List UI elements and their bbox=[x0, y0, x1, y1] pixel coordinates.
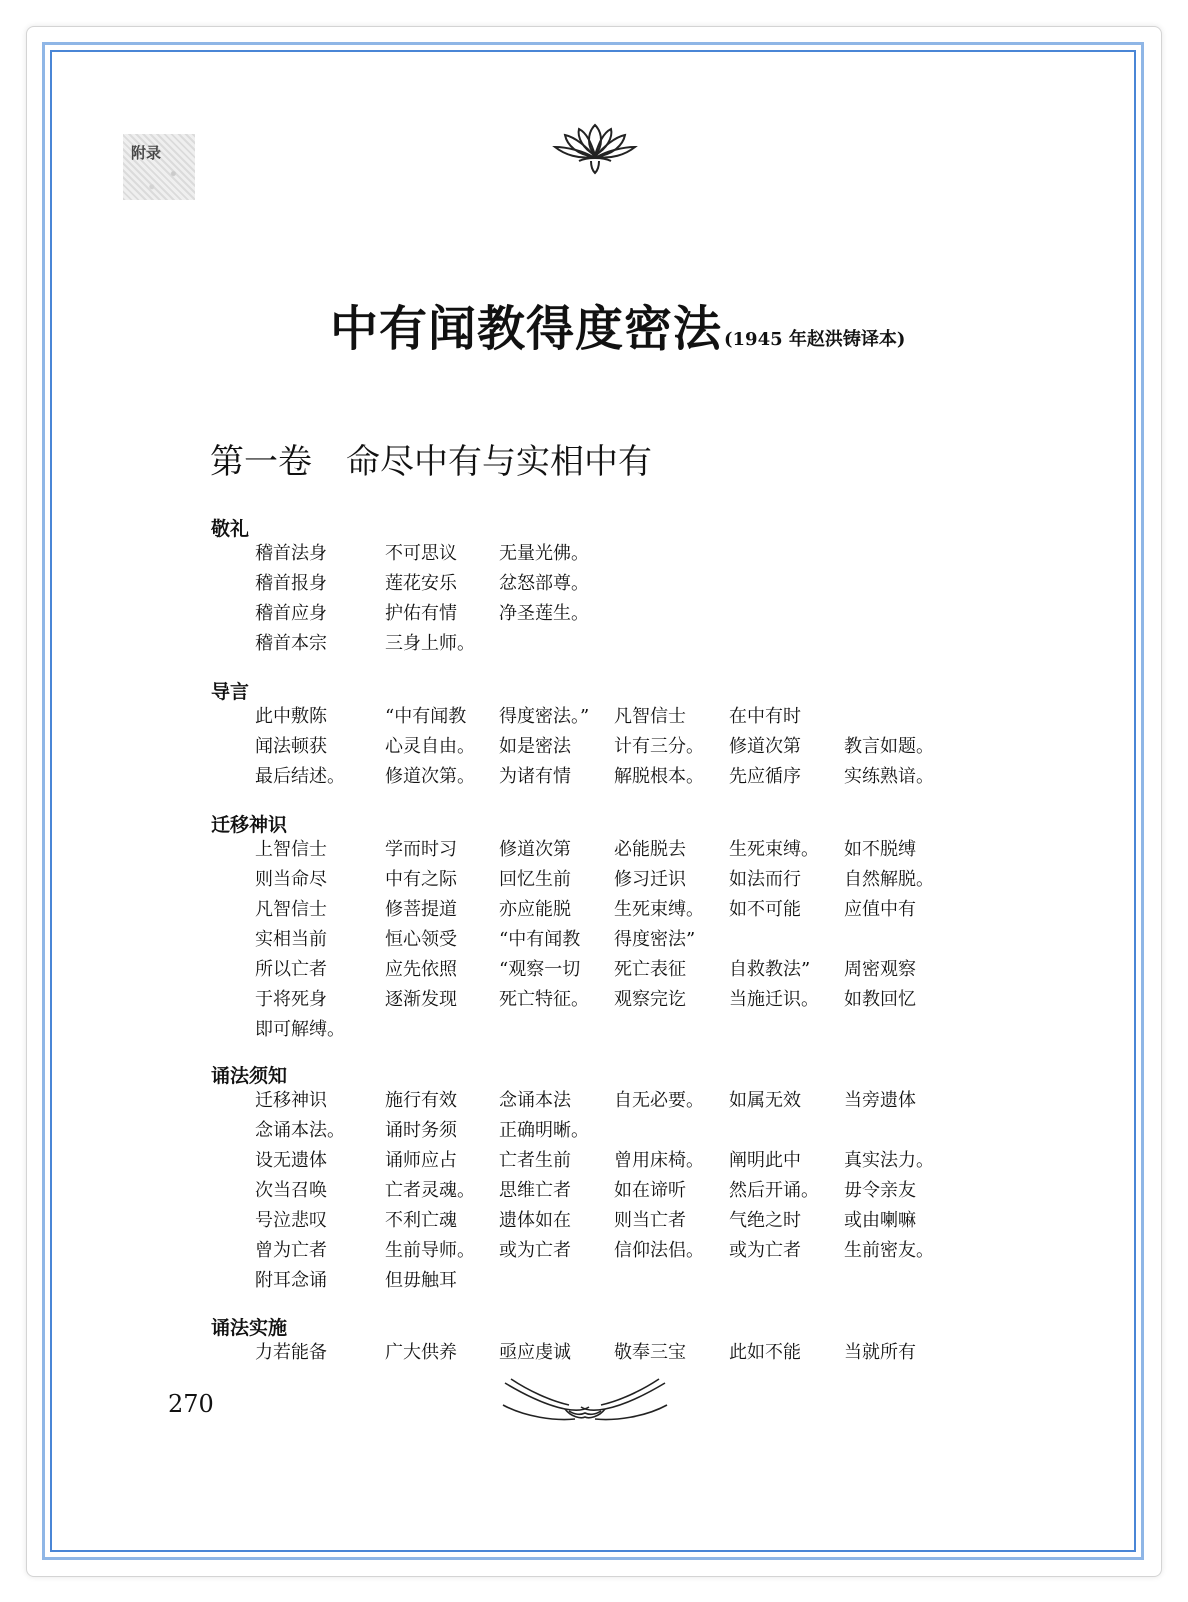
verse-phrase: 则当亡者 bbox=[614, 1210, 686, 1231]
verse-phrase: 遗体如在 bbox=[499, 1210, 571, 1231]
verse-phrase: 最后结述。 bbox=[255, 766, 345, 787]
verse-phrase: 曾为亡者 bbox=[255, 1240, 327, 1261]
verse-phrase: 心灵自由。 bbox=[385, 736, 475, 757]
verse-phrase: 迁移神识 bbox=[255, 1090, 327, 1111]
verse-phrase: 闻法顿获 bbox=[255, 736, 327, 757]
verse-phrase: 修道次第 bbox=[729, 736, 801, 757]
verse-phrase: 当施迁识。 bbox=[729, 989, 819, 1010]
verse-phrase: 所以亡者 bbox=[255, 959, 327, 980]
verse-phrase: 亟应虔诚 bbox=[499, 1342, 571, 1363]
verse-phrase: 周密观察 bbox=[844, 959, 916, 980]
chapter-title bbox=[210, 434, 652, 483]
verse-phrase: 阐明此中 bbox=[729, 1150, 801, 1171]
verse-phrase: 思维亡者 bbox=[499, 1180, 571, 1201]
verse-phrase: 毋令亲友 bbox=[844, 1180, 916, 1201]
verse-phrase: 生死束缚。 bbox=[614, 899, 704, 920]
verse-phrase: 死亡特征。 bbox=[499, 989, 589, 1010]
verse-phrase: 不利亡魂 bbox=[385, 1210, 457, 1231]
section-heading: 导言 bbox=[211, 681, 250, 703]
verse-phrase: 必能脱去 bbox=[614, 839, 686, 860]
verse-phrase: 逐渐发现 bbox=[385, 989, 457, 1010]
verse-phrase: 修菩提道 bbox=[385, 899, 457, 920]
verse-phrase: 念诵本法 bbox=[499, 1090, 571, 1111]
verse-phrase: 稽首报身 bbox=[255, 573, 327, 594]
verse-phrase: 亡者生前 bbox=[499, 1150, 571, 1171]
verse-phrase: 生前密友。 bbox=[844, 1240, 934, 1261]
verse-phrase: 如不可能 bbox=[729, 899, 801, 920]
verse-phrase: 如在谛听 bbox=[614, 1180, 686, 1201]
verse-phrase: 教言如题。 bbox=[844, 736, 934, 757]
page-number: 270 bbox=[168, 1390, 214, 1418]
verse-phrase: “中有闻教 bbox=[385, 706, 467, 727]
verse-phrase: 死亡表征 bbox=[614, 959, 686, 980]
verse-phrase: 学而时习 bbox=[385, 839, 457, 860]
verse-phrase: 当旁遗体 bbox=[844, 1090, 916, 1111]
verse-phrase: 诵师应占 bbox=[385, 1150, 457, 1171]
verse-phrase: 三身上师。 bbox=[385, 633, 475, 654]
verse-phrase: 稽首应身 bbox=[255, 603, 327, 624]
verse-phrase: 设无遗体 bbox=[255, 1150, 327, 1171]
verse-phrase: 解脱根本。 bbox=[614, 766, 704, 787]
verse-phrase: 得度密法。” bbox=[499, 706, 590, 727]
verse-phrase: 附耳念诵 bbox=[255, 1270, 327, 1291]
verse-phrase: “观察一切 bbox=[499, 959, 581, 980]
verse-phrase: 莲花安乐 bbox=[385, 573, 457, 594]
verse-phrase: 念诵本法。 bbox=[255, 1120, 345, 1141]
appendix-stamp bbox=[123, 134, 195, 200]
verse-phrase: 自无必要。 bbox=[614, 1090, 704, 1111]
verse-phrase: 凡智信士 bbox=[614, 706, 686, 727]
verse-phrase: 中有之际 bbox=[385, 869, 457, 890]
chapter-name: 命尽中有与实相中有 bbox=[346, 442, 652, 482]
verse-phrase: 稽首本宗 bbox=[255, 633, 327, 654]
chapter-number: 第一卷 bbox=[210, 442, 312, 482]
folded-hands-icon bbox=[495, 1375, 675, 1425]
verse-phrase: 于将死身 bbox=[255, 989, 327, 1010]
section-heading: 诵法实施 bbox=[211, 1317, 288, 1339]
verse-phrase: 如是密法 bbox=[499, 736, 571, 757]
verse-phrase: 凡智信士 bbox=[255, 899, 327, 920]
verse-phrase: 信仰法侣。 bbox=[614, 1240, 704, 1261]
verse-phrase: 回忆生前 bbox=[499, 869, 571, 890]
verse-phrase: 先应循序 bbox=[729, 766, 801, 787]
verse-phrase: 在中有时 bbox=[729, 706, 801, 727]
verse-phrase: 得度密法” bbox=[614, 929, 696, 950]
verse-phrase: 气绝之时 bbox=[729, 1210, 801, 1231]
verse-phrase: 计有三分。 bbox=[614, 736, 704, 757]
verse-phrase: 忿怒部尊。 bbox=[499, 573, 589, 594]
verse-phrase: 广大供养 bbox=[385, 1342, 457, 1363]
verse-phrase: 净圣莲生。 bbox=[499, 603, 589, 624]
verse-phrase: 自然解脱。 bbox=[844, 869, 934, 890]
verse-phrase: 即可解缚。 bbox=[255, 1019, 345, 1040]
verse-phrase: 然后开诵。 bbox=[729, 1180, 819, 1201]
verse-phrase: 实相当前 bbox=[255, 929, 327, 950]
lotus-icon bbox=[547, 119, 643, 175]
verse-phrase: 亡者灵魂。 bbox=[385, 1180, 475, 1201]
appendix-stamp-label: 附录 bbox=[131, 144, 162, 162]
verse-phrase: “中有闻教 bbox=[499, 929, 581, 950]
verse-phrase: 此中敷陈 bbox=[255, 706, 327, 727]
verse-phrase: 生死束缚。 bbox=[729, 839, 819, 860]
verse-phrase: 当就所有 bbox=[844, 1342, 916, 1363]
document-subtitle: (1945 年赵洪铸译本) bbox=[724, 329, 906, 350]
section-heading: 迁移神识 bbox=[211, 814, 288, 836]
verse-phrase: 无量光佛。 bbox=[499, 543, 589, 564]
verse-phrase: 应值中有 bbox=[844, 899, 916, 920]
verse-phrase: 如属无效 bbox=[729, 1090, 801, 1111]
section-heading: 敬礼 bbox=[211, 518, 250, 540]
verse-phrase: 施行有效 bbox=[385, 1090, 457, 1111]
verse-phrase: 力若能备 bbox=[255, 1342, 327, 1363]
verse-phrase: 观察完讫 bbox=[614, 989, 686, 1010]
verse-phrase: 曾用床椅。 bbox=[614, 1150, 704, 1171]
verse-phrase: 诵时务须 bbox=[385, 1120, 457, 1141]
verse-phrase: 则当命尽 bbox=[255, 869, 327, 890]
verse-phrase: 如不脱缚 bbox=[844, 839, 916, 860]
verse-phrase: 敬奉三宝 bbox=[614, 1342, 686, 1363]
verse-phrase: 修道次第 bbox=[499, 839, 571, 860]
document-title: 中有闻教得度密法 bbox=[330, 301, 723, 357]
verse-phrase: 正确明晰。 bbox=[499, 1120, 589, 1141]
verse-phrase: 上智信士 bbox=[255, 839, 327, 860]
verse-phrase: 修习迁识 bbox=[614, 869, 686, 890]
verse-phrase: 或由喇嘛 bbox=[844, 1210, 916, 1231]
verse-phrase: 或为亡者 bbox=[729, 1240, 801, 1261]
verse-phrase: 真实法力。 bbox=[844, 1150, 934, 1171]
document-title-block bbox=[330, 290, 930, 357]
verse-phrase: 护佑有情 bbox=[385, 603, 457, 624]
verse-phrase: 但毋触耳 bbox=[385, 1270, 457, 1291]
verse-phrase: 或为亡者 bbox=[499, 1240, 571, 1261]
verse-phrase: 号泣悲叹 bbox=[255, 1210, 327, 1231]
verse-phrase: 亦应能脱 bbox=[499, 899, 571, 920]
verse-phrase: 不可思议 bbox=[385, 543, 457, 564]
verse-phrase: 自救教法” bbox=[729, 959, 811, 980]
section-heading: 诵法须知 bbox=[211, 1065, 288, 1087]
verse-phrase: 此如不能 bbox=[729, 1342, 801, 1363]
verse-phrase: 为诸有情 bbox=[499, 766, 571, 787]
verse-phrase: 如法而行 bbox=[729, 869, 801, 890]
verse-phrase: 实练熟谙。 bbox=[844, 766, 934, 787]
verse-phrase: 次当召唤 bbox=[255, 1180, 327, 1201]
verse-phrase: 如教回忆 bbox=[844, 989, 916, 1010]
verse-phrase: 稽首法身 bbox=[255, 543, 327, 564]
verse-phrase: 应先依照 bbox=[385, 959, 457, 980]
verse-phrase: 生前导师。 bbox=[385, 1240, 475, 1261]
verse-phrase: 恒心领受 bbox=[385, 929, 457, 950]
verse-phrase: 修道次第。 bbox=[385, 766, 475, 787]
